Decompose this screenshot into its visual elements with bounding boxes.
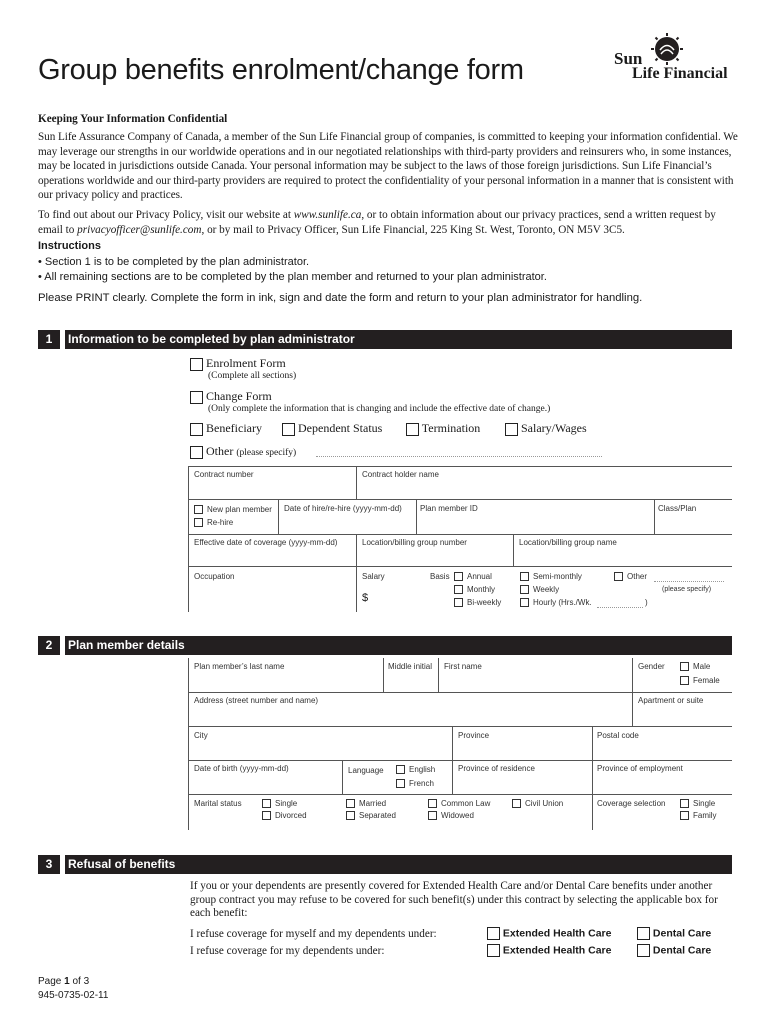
other-label: Other — [206, 444, 234, 458]
common-law-label: Common Law — [441, 799, 491, 808]
postal-code-label: Postal code — [597, 731, 639, 740]
page-current: 1 — [64, 976, 70, 987]
section-number: 2 — [45, 638, 53, 652]
hourly-close: ) — [645, 598, 648, 607]
section-1-header — [38, 330, 732, 349]
female-checkbox[interactable] — [680, 676, 689, 685]
male-option — [680, 662, 710, 671]
section-title: Refusal of benefits — [68, 857, 176, 871]
semimonthly-option — [520, 572, 582, 581]
enrolment-note: (Complete all sections) — [208, 371, 297, 381]
other-specify-field[interactable] — [316, 456, 602, 457]
male-label: Male — [693, 662, 711, 671]
refusal-row-1-dental-checkbox[interactable] — [637, 927, 650, 940]
annual-label: Annual — [467, 572, 492, 581]
other-note: (please specify) — [236, 448, 297, 458]
common-law-checkbox[interactable] — [428, 799, 437, 808]
male-checkbox[interactable] — [680, 662, 689, 671]
hourly-label: Hourly (Hrs./Wk. — [533, 598, 592, 607]
married-checkbox[interactable] — [346, 799, 355, 808]
widowed-label: Widowed — [441, 811, 474, 820]
coverage-single-checkbox[interactable] — [680, 799, 689, 808]
french-option — [396, 779, 434, 788]
change-checkbox[interactable] — [190, 391, 203, 404]
first-name-label: First name — [444, 662, 482, 671]
sun-logo-icon — [650, 32, 684, 66]
change-option — [190, 389, 272, 404]
contract-holder-label: Contract holder name — [362, 470, 439, 479]
hourly-checkbox[interactable] — [520, 598, 529, 607]
civil-union-checkbox[interactable] — [512, 799, 521, 808]
rehire-checkbox[interactable] — [194, 518, 203, 527]
confidential-heading: Keeping Your Information Confidential — [38, 113, 228, 125]
logo-text-life-financial: Life Financial — [632, 65, 728, 82]
refusal-row-1-ehc-checkbox[interactable] — [487, 927, 500, 940]
coverage-selection-label: Coverage selection — [597, 799, 666, 808]
marital-status-label: Marital status — [194, 799, 242, 808]
refusal-row-1-ehc — [487, 927, 611, 940]
semimonthly-label: Semi-monthly — [533, 572, 582, 581]
middle-initial-label: Middle initial — [388, 662, 433, 671]
new-member-label: New plan member — [207, 505, 272, 514]
address-label: Address (street number and name) — [194, 696, 319, 705]
section-number: 1 — [45, 332, 53, 346]
refusal-row-2-dental — [637, 944, 711, 957]
monthly-label: Monthly — [467, 585, 496, 594]
section-2-header — [38, 636, 732, 655]
occupation-label: Occupation — [194, 572, 235, 581]
termination-checkbox[interactable] — [406, 423, 419, 436]
dependent-status-option — [282, 421, 382, 436]
common-law-option — [428, 799, 490, 808]
english-checkbox[interactable] — [396, 765, 405, 774]
coverage-single-option — [680, 799, 715, 808]
privacy-paragraph — [38, 208, 738, 237]
monthly-option — [454, 585, 495, 594]
rehire-label: Re-hire — [207, 518, 234, 527]
beneficiary-label: Beneficiary — [206, 421, 262, 435]
single-label: Single — [275, 799, 298, 808]
civil-union-option — [512, 799, 563, 808]
refusal-row-2-ehc-checkbox[interactable] — [487, 944, 500, 957]
dental-label: Dental Care — [652, 944, 712, 957]
form-code: 945-0735-02-11 — [38, 990, 109, 1001]
location-number-label: Location/billing group number — [362, 538, 467, 547]
hourly-field[interactable] — [597, 607, 643, 608]
separated-label: Separated — [359, 811, 396, 820]
semimonthly-checkbox[interactable] — [520, 572, 529, 581]
dependent-status-label: Dependent Status — [298, 421, 383, 435]
confidential-paragraph: Sun Life Assurance Company of Canada, a member of the Sun Life Financial group of companies, is committed to keeping your information confidential. We may leverage our strengths in our worldwide operations and in our negotiated relationships with third-party providers and reinsurers who, in some instances, may be located in jurisdictions outside Canada. Your personal information may be subject to the laws of those foreign jurisdictions. Sun Life Financial’s operations worldwide and our third-party providers are required to protect the confidentiality of your personal information in a manner that is consistent with our privacy policy and practices. — [38, 131, 738, 202]
civil-union-label: Civil Union — [525, 799, 564, 808]
refusal-intro: If you or your dependents are presently covered for Extended Health Care and/or Dental Care benefits under another group contract you may refuse to be covered for such benefit(s) under this contract by selecting the applicable box for each benefit: — [190, 880, 718, 919]
refusal-row-1-label: I refuse coverage for myself and my dependents under: — [190, 928, 437, 940]
termination-option — [406, 421, 480, 436]
enrolment-label: Enrolment Form — [206, 356, 286, 370]
divorced-label: Divorced — [275, 811, 307, 820]
section-3-header — [38, 855, 732, 874]
beneficiary-checkbox[interactable] — [190, 423, 203, 436]
other-basis-option — [614, 572, 647, 581]
coverage-family-checkbox[interactable] — [680, 811, 689, 820]
rehire-option — [194, 518, 233, 527]
married-label: Married — [359, 799, 387, 808]
monthly-checkbox[interactable] — [454, 585, 463, 594]
coverage-family-label: Family — [693, 811, 717, 820]
weekly-option — [520, 585, 559, 594]
gender-label: Gender — [638, 662, 665, 671]
language-label: Language — [348, 766, 384, 775]
member-id-label: Plan member ID — [420, 504, 478, 513]
biweekly-option — [454, 598, 501, 607]
female-option — [680, 676, 720, 685]
logo-text-sun: Sun — [614, 49, 643, 68]
divorced-checkbox[interactable] — [262, 811, 271, 820]
refusal-row-2-label: I refuse coverage for my dependents under: — [190, 945, 385, 957]
apartment-label: Apartment or suite — [638, 696, 704, 705]
province-label: Province — [458, 731, 490, 740]
salary-wages-option — [505, 421, 587, 436]
page-title: Group benefits enrolment/change form — [38, 54, 524, 86]
termination-label: Termination — [421, 421, 481, 435]
enrolment-checkbox[interactable] — [190, 358, 203, 371]
french-label: French — [409, 779, 434, 788]
refusal-row-2-dental-checkbox[interactable] — [637, 944, 650, 957]
ehc-label: Extended Health Care — [502, 927, 612, 940]
instructions-heading: Instructions — [38, 240, 101, 252]
contract-number-label: Contract number — [194, 470, 254, 479]
privacy-text-3: , or by mail to Privacy Officer, Sun Life Financial, 225 King St. West, Toronto, ON M5V 3C5. — [201, 223, 625, 236]
coverage-single-label: Single — [693, 799, 716, 808]
class-plan-label: Class/Plan — [658, 504, 697, 513]
other-checkbox[interactable] — [190, 446, 203, 459]
print-instruction: Please PRINT clearly. Complete the form in ink, sign and date the form and return to your plan administrator for handling. — [38, 292, 643, 304]
province-employment-label: Province of employment — [597, 764, 683, 773]
effective-date-label: Effective date of coverage (yyyy-mm-dd) — [194, 538, 338, 547]
last-name-label: Plan member’s last name — [194, 662, 285, 671]
single-checkbox[interactable] — [262, 799, 271, 808]
french-checkbox[interactable] — [396, 779, 405, 788]
coverage-family-option — [680, 811, 717, 820]
annual-checkbox[interactable] — [454, 572, 463, 581]
biweekly-label: Bi-weekly — [467, 598, 502, 607]
dollar-sign: $ — [362, 592, 369, 604]
change-note: (Only complete the information that is changing and include the effective date of change.) — [208, 404, 551, 414]
section-title: Information to be completed by plan administrator — [68, 332, 355, 346]
salary-label: Salary — [362, 572, 385, 581]
weekly-label: Weekly — [533, 585, 560, 594]
section-title: Plan member details — [68, 638, 185, 652]
new-member-checkbox[interactable] — [194, 505, 203, 514]
page-number — [38, 976, 89, 987]
member-details-table — [188, 658, 732, 830]
separated-checkbox[interactable] — [346, 811, 355, 820]
other-basis-label: Other — [627, 572, 648, 581]
instruction-item-1: • Section 1 is to be completed by the plan administrator. — [38, 256, 310, 268]
privacy-text-1: To find out about our Privacy Policy, visit our website at — [38, 209, 294, 221]
page-total: of 3 — [69, 976, 90, 987]
email-link[interactable]: privacyofficer@sunlife.com — [77, 223, 202, 236]
english-label: English — [409, 765, 436, 774]
hire-date-label: Date of hire/re-hire (yyyy-mm-dd) — [284, 504, 402, 513]
hourly-option — [520, 598, 592, 607]
biweekly-checkbox[interactable] — [454, 598, 463, 607]
other-basis-field[interactable] — [654, 581, 724, 582]
widowed-checkbox[interactable] — [428, 811, 437, 820]
dependent-status-checkbox[interactable] — [282, 423, 295, 436]
separated-option — [346, 811, 396, 820]
city-label: City — [194, 731, 208, 740]
divorced-option — [262, 811, 307, 820]
page-prefix: Page — [38, 976, 65, 987]
salary-wages-label: Salary/Wages — [521, 421, 587, 435]
dental-label: Dental Care — [652, 927, 712, 940]
refusal-row-1-dental — [637, 927, 711, 940]
dob-label: Date of birth (yyyy-mm-dd) — [194, 764, 289, 773]
privacy-text-2: , or to obtain information about our privacy practices, send a written request by email to — [38, 209, 716, 236]
english-option — [396, 765, 435, 774]
weekly-checkbox[interactable] — [520, 585, 529, 594]
admin-info-table — [188, 466, 732, 612]
website-link[interactable]: www.sunlife.ca — [293, 209, 362, 221]
beneficiary-option — [190, 421, 262, 436]
other-basis-checkbox[interactable] — [614, 572, 623, 581]
instruction-item-2: • All remaining sections are to be completed by the plan member and returned to your plan administrator. — [38, 271, 547, 283]
change-label: Change Form — [206, 389, 272, 403]
please-specify-note: (please specify) — [662, 586, 712, 593]
enrolment-option — [190, 356, 286, 371]
other-option — [190, 444, 296, 459]
married-option — [346, 799, 386, 808]
ehc-label: Extended Health Care — [502, 944, 612, 957]
new-member-option — [194, 505, 272, 514]
location-name-label: Location/billing group name — [519, 538, 617, 547]
female-label: Female — [693, 676, 720, 685]
widowed-option — [428, 811, 474, 820]
province-residence-label: Province of residence — [458, 764, 535, 773]
annual-option — [454, 572, 492, 581]
refusal-row-2-ehc — [487, 944, 611, 957]
basis-label: Basis — [430, 572, 450, 581]
section-number: 3 — [45, 857, 53, 871]
salary-wages-checkbox[interactable] — [505, 423, 518, 436]
single-option — [262, 799, 297, 808]
